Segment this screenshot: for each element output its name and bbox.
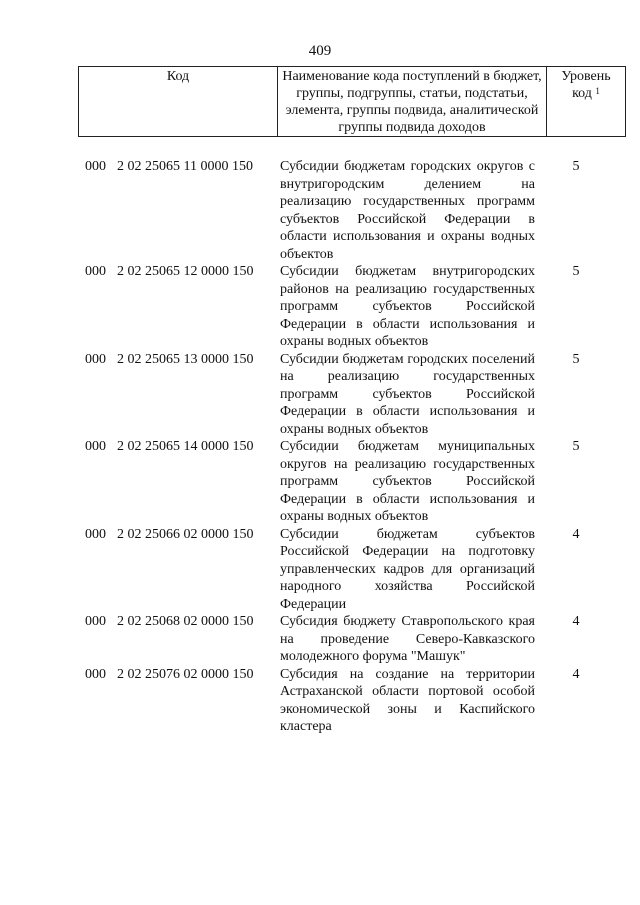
- table-header: [78, 66, 626, 137]
- row-prefix: 000: [85, 526, 106, 542]
- table-row: [0, 351, 640, 439]
- row-code: 2 02 25065 14 0000 150: [117, 439, 254, 454]
- header-name: Наименование кода поступлений в бюджет, группы, подгруппы, статьи, подстатьи, элемента, группы подвида, аналитической группы подвида доходов: [278, 67, 547, 137]
- row-prefix: 000: [85, 439, 106, 454]
- row-prefix: 000: [85, 666, 106, 682]
- row-prefix: 000: [85, 159, 106, 174]
- table-row: [0, 666, 640, 736]
- header-level-footnote: 1: [595, 86, 600, 96]
- row-prefix: 000: [85, 614, 106, 629]
- table-row: [0, 263, 640, 351]
- row-code: 2 02 25065 12 0000 150: [117, 264, 254, 279]
- row-name: Субсидии бюджетам городских поселений на реализацию государственных программ субъектов Российской Федерации в области использования и охраны водных объектов: [280, 351, 535, 437]
- row-name: Субсидии бюджетам субъектов Российской Федерации на подготовку управленческих кадров для организаций народного хозяйства Российской Федерации: [280, 526, 535, 612]
- row-code: 2 02 25065 11 0000 150: [117, 159, 253, 174]
- row-code: 2 02 25065 13 0000 150: [117, 351, 254, 367]
- table-row: [0, 158, 640, 263]
- row-name: Субсидия бюджету Ставропольского края на проведение Северо-Кавказского молодежного форума "Машук": [280, 614, 535, 664]
- header-level-label: Уровень код: [561, 69, 611, 101]
- row-prefix: 000: [85, 264, 106, 279]
- row-level: 4: [572, 614, 580, 629]
- row-name: Субсидии бюджетам городских округов с внутригородским делением на реализацию государственных программ субъектов Российской Федерации в области использования и охраны водных объектов: [280, 159, 535, 262]
- table-row: [0, 526, 640, 614]
- row-level: 5: [572, 264, 580, 279]
- row-level: 5: [572, 351, 580, 367]
- header-level: [547, 67, 626, 137]
- row-level: 5: [572, 159, 580, 174]
- row-code: 2 02 25076 02 0000 150: [117, 666, 254, 682]
- row-level: 4: [572, 666, 580, 682]
- header-code: Код: [79, 67, 278, 137]
- row-level: 5: [572, 439, 580, 454]
- row-prefix: 000: [85, 351, 106, 367]
- row-name: Субсидия на создание на территории Астраханской области портовой особой экономической зоны и Каспийского кластера: [280, 666, 535, 734]
- page-number: 409: [308, 43, 332, 59]
- row-level: 4: [572, 526, 580, 542]
- row-code: 2 02 25066 02 0000 150: [117, 526, 254, 542]
- row-code: 2 02 25068 02 0000 150: [117, 614, 254, 629]
- table-body: [0, 158, 640, 736]
- table-row: [0, 438, 640, 526]
- row-name: Субсидии бюджетам внутригородских районов на реализацию государственных программ субъектов Российской Федерации в области использования и охраны водных объектов: [280, 264, 535, 349]
- row-name: Субсидии бюджетам муниципальных округов на реализацию государственных программ субъектов Российской Федерации в области использования и охраны водных объектов: [280, 439, 535, 524]
- table-row: [0, 613, 640, 666]
